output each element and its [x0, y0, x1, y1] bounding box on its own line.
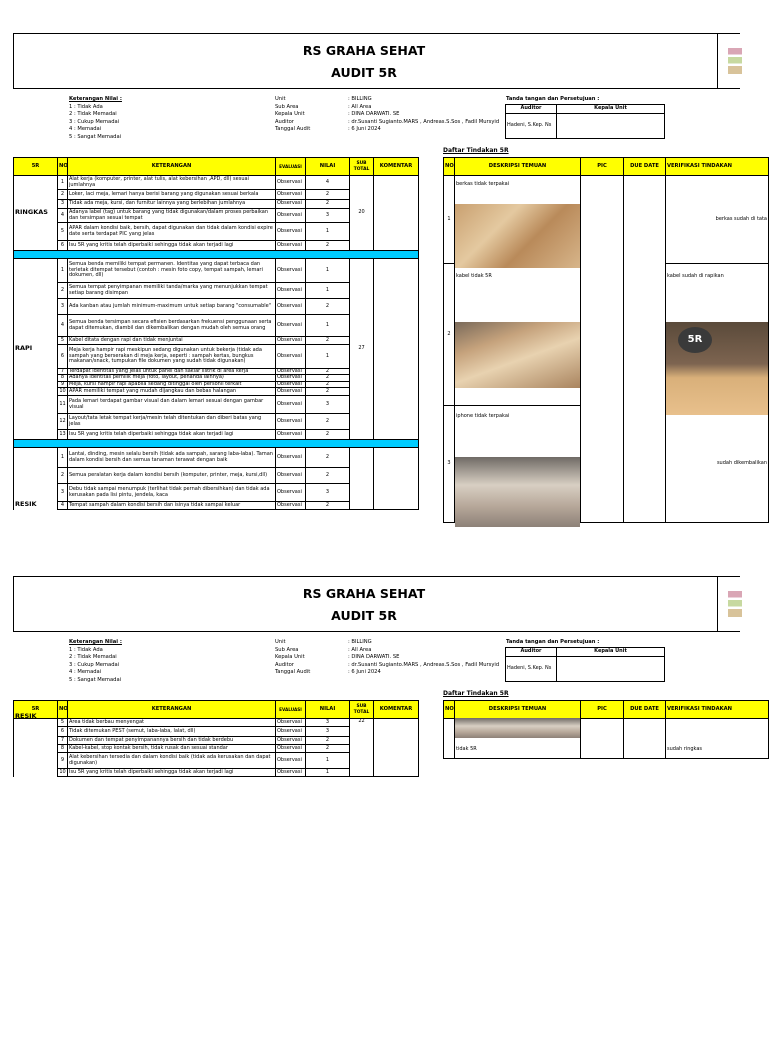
col-keterangan: KETERANGAN [68, 701, 276, 719]
row-eval: Observasi [276, 468, 306, 484]
report-header [13, 33, 740, 89]
sub-area-label: Sub Area [275, 646, 299, 653]
row-text: Isu 5R yang kritis telah diperbaiki sehingga tidak akan terjadi lagi [68, 769, 276, 777]
row-no: 2 [58, 468, 68, 484]
unit-values [348, 639, 499, 677]
row-nilai: 2 [306, 414, 350, 430]
row-nilai: 2 [306, 448, 350, 468]
subtotal-rapi: 27 [350, 259, 374, 440]
row-eval: Observasi [276, 369, 306, 375]
section-separator [14, 440, 419, 448]
tindakan-col-verifikasi: VERIFIKASI TINDAKAN [666, 701, 769, 719]
row-nilai: 3 [306, 719, 350, 727]
unit-value: : BILLING [348, 96, 372, 102]
finding-due [624, 176, 666, 523]
row-eval: Observasi [276, 223, 306, 241]
subtotal-resik: 22 [350, 719, 374, 777]
hospital-name: RS GRAHA SEHAT [302, 43, 426, 58]
finding-desc: berkas tidak terpakai [455, 176, 581, 264]
separator-cell [14, 251, 419, 259]
report-title: AUDIT 5R [331, 608, 397, 623]
tindakan-col-pic: PIC [581, 701, 624, 719]
row-text: Alat kerja (komputer, printer, alat tulis, alat kebersihan ,APD, dll) sesuai jumlahnya [68, 176, 276, 190]
row-nilai: 1 [306, 345, 350, 369]
row-nilai: 2 [306, 375, 350, 381]
auditor-col: Auditor [506, 648, 557, 657]
5r-badge: 5R [678, 327, 712, 353]
row-no: 13 [58, 430, 68, 440]
row-text: Layout/tata letak tempat kerja/mesin telah ditentukan dan diberi batas yang jelas [68, 414, 276, 430]
row-no: 7 [58, 369, 68, 375]
row-no: 10 [59, 768, 66, 775]
table-row [14, 719, 419, 727]
row-no: 4 [58, 502, 68, 510]
report-title: AUDIT 5R [331, 65, 397, 80]
tindakan-col-no: NO [444, 701, 455, 719]
row-nilai: 2 [306, 745, 350, 753]
approval-table [505, 647, 665, 682]
row-nilai: 3 [306, 484, 350, 502]
row-no: 11 [58, 396, 68, 414]
sub-area-value: : All Area [348, 103, 372, 110]
col-no: NO [58, 158, 68, 176]
kepala-unit-label: Kepala Unit [275, 111, 305, 118]
row-text: Isu 5R yang kritis telah diperbaiki sehingga tidak akan terjadi lagi [68, 241, 276, 251]
tindakan-col-deskripsi: DESKRIPSI TEMUAN [455, 701, 581, 719]
row-text: Tidak ditemukan PEST (semut, laba-laba, lalat, dll) [68, 727, 276, 737]
tanggal-audit-value: : 6 Juni 2024 [348, 126, 381, 133]
row-eval: Observasi [276, 337, 306, 345]
row-text: Semua benda memiliki tempat permanen. Identitas yang dapat terbaca dan terletak ditempat tersebut (contoh : mesin foto copy, tempat sampah, lemari dokumen, dll) [68, 259, 276, 283]
approval-heading [506, 96, 599, 104]
row-text: Ada kanban atau jumlah minimum-maximum untuk setiap barang "consumable" [68, 299, 276, 315]
row-no: 3 [58, 299, 68, 315]
row-no: 5 [58, 223, 68, 241]
legend-item: 1 : Tidak Ada [69, 103, 103, 110]
row-no: 7 [58, 737, 68, 745]
row-text: Kabel ditata dengan rapi dan tidak menjuntai [68, 337, 276, 345]
separator-cell [14, 440, 419, 448]
row-text: Semua benda tersimpan secara efisien berdasarkan frekuensi penggunaan serta dapat ditemukan, diambil dan dikembalikan dengan mudah oleh semua orang [68, 315, 276, 337]
category-rapi: RAPI [14, 259, 58, 440]
legend-item: 5 : Sangat Memadai [69, 676, 122, 683]
logo-cell [717, 34, 748, 89]
row-text: Tempat sampah dalam kondisi bersih dan isinya tidak sampai keluar [68, 502, 276, 510]
finding-photo-berkas [455, 204, 580, 268]
row-text: Dokumen dan tempat penyimpanannya bersih dan tidak berdebu [68, 737, 276, 745]
row-no: 4 [58, 315, 68, 337]
finding-desc: iphone tidak terpakai [455, 406, 581, 523]
category-resik [14, 448, 58, 510]
kepala-col: Kepala Unit [557, 648, 665, 657]
legend-item: 1 : Tidak Ada [69, 646, 103, 653]
komentar-ringkas [374, 176, 419, 251]
row-nilai: 2 [306, 200, 350, 209]
tanggal-audit-label: Tanggal Audit [275, 126, 311, 133]
unit-label: Unit [275, 639, 286, 645]
row-nilai: 3 [306, 396, 350, 414]
row-text: Debu tidak sampai menumpuk (terlihat tidak pernah dibersihkan) dan tidak ada kerusakan pada lisi pintu, jendela, kaca [68, 484, 276, 502]
row-no: 6 [58, 241, 68, 251]
tanggal-audit-value: : 6 Juni 2024 [348, 669, 381, 676]
row-no: 5 [58, 719, 68, 727]
col-komentar: KOMENTAR [374, 158, 419, 176]
finding-desc: kabel tidak 5R [455, 264, 581, 406]
legend-item: 2 : Tidak Memadai [69, 654, 117, 661]
row-eval: Observasi [276, 381, 306, 387]
row-nilai: 3 [306, 727, 350, 737]
auditor-label: Auditor [275, 661, 294, 668]
sub-area-label: Sub Area [275, 103, 299, 110]
row-nilai: 2 [306, 502, 350, 510]
row-no: 10 [59, 388, 66, 395]
row-nilai: 2 [306, 737, 350, 745]
row-eval: Observasi [276, 719, 306, 727]
row-no: 3 [58, 200, 68, 209]
row-text: Tidak ada meja, kursi, dan furnitur lainnya yang berlebihan jumlahnya [68, 200, 276, 209]
section-separator [14, 251, 419, 259]
row-text: Meja kerja hampir rapi meskipun sedang digunakan untuk bekerja (tidak ada sampah yang berserakan di meja kerja, seperti : sampah kertas, bungkus makanan/snack, tumpukan file dokumen yang sudah tidak digunakan) [68, 345, 276, 369]
approval-table [505, 104, 665, 139]
col-evaluasi: EVALUASI [276, 158, 306, 176]
row-nilai: 2 [306, 299, 350, 315]
row-no: 3 [58, 484, 68, 502]
row-nilai: 2 [306, 369, 350, 375]
col-subtotal: SUB TOTAL [350, 158, 374, 176]
col-5r: 5R [14, 701, 58, 719]
row-nilai: 2 [306, 337, 350, 345]
row-no: 2 [58, 283, 68, 299]
row-text: Pada lemari terdapat gambar visual dan dalam lemari sesuai dengan gambar visual [68, 396, 276, 414]
row-no: 8 [58, 375, 68, 381]
finding-no: 1 [444, 176, 455, 264]
finding-verif: sudah dikembalikan [666, 406, 769, 523]
row-nilai: 1 [306, 315, 350, 337]
row-eval: Observasi [276, 745, 306, 753]
row-eval: Observasi [276, 414, 306, 430]
legend [69, 639, 122, 685]
legend-heading: Keterangan Nilai : [69, 96, 122, 102]
row-text: APAR memiliki tempat yang mudah dijangkau dan bebas halangan [68, 388, 276, 396]
row-nilai: 2 [306, 468, 350, 484]
audit-page-1 [0, 33, 768, 513]
unit-labels [275, 96, 310, 134]
legend [69, 96, 122, 142]
row-text: Meja, kursi hampir rapi apabila sedang ditinggal oleh personil terkait [68, 381, 276, 387]
finding-pic [581, 176, 624, 523]
row-no: 4 [58, 209, 68, 223]
row-no: 5 [58, 337, 68, 345]
kepala-signature [557, 114, 665, 139]
finding-photo-kabel [455, 322, 580, 388]
tindakan-col-deskripsi: DESKRIPSI TEMUAN [455, 158, 581, 176]
auditor-label: Auditor [275, 118, 294, 125]
approval-heading [506, 639, 599, 647]
row-eval: Observasi [276, 430, 306, 440]
row-nilai: 2 [306, 430, 350, 440]
col-evaluasi: EVALUASI [276, 701, 306, 719]
auditor-value: : dr.Susanti Sugianto.MARS , Andreas.S.Sos , Fadil Mursyid [348, 118, 500, 125]
approval-heading-text: Tanda tangan dan Persetujuan : [506, 639, 600, 645]
unit-labels [275, 639, 310, 677]
finding-pic [581, 719, 624, 759]
finding-no: 3 [444, 406, 455, 523]
row-text: Terdapat identitas yang jelas untuk panel dan saklar listrik di area kerja [68, 369, 276, 375]
row-no: 9 [58, 381, 68, 387]
row-text: Loker, laci meja, lemari hanya berisi barang yang digunakan sesuai berkala [68, 190, 276, 200]
legend-item: 3 : Cukup Memadai [69, 118, 120, 125]
col-keterangan: KETERANGAN [68, 158, 276, 176]
kepala-unit-label: Kepala Unit [275, 654, 305, 661]
tindakan-col-verifikasi: VERIFIKASI TINDAKAN [666, 158, 769, 176]
row-eval: Observasi [276, 448, 306, 468]
hospital-name: RS GRAHA SEHAT [302, 586, 426, 601]
finding-no: 2 [444, 264, 455, 406]
row-no: 6 [58, 345, 68, 369]
row-eval: Observasi [276, 769, 306, 777]
col-nilai: NILAI [306, 158, 350, 176]
row-text: Adanya identitas pemilik meja (foto, layout, penanda lainnya) [68, 375, 276, 381]
row-eval: Observasi [276, 299, 306, 315]
kepala-col: Kepala Unit [557, 105, 665, 114]
legend-heading: Keterangan Nilai : [69, 639, 122, 645]
category-ringkas: RINGKAS [14, 176, 58, 251]
report-header [13, 576, 740, 632]
finding-verif: kabel sudah di rapikan [666, 264, 769, 406]
row-nilai: 2 [306, 190, 350, 200]
row-text: Semua peralatan kerja dalam kondisi bersih (komputer, printer, meja, kursi,dll) [68, 468, 276, 484]
approval-heading-text: Tanda tangan dan Persetujuan : [506, 96, 600, 102]
row-nilai: 1 [306, 223, 350, 241]
row-eval: Observasi [276, 484, 306, 502]
hospital-logo-icon [728, 591, 742, 617]
hospital-logo-icon [728, 48, 742, 74]
finding-desc: tidak 5R [455, 719, 581, 759]
sub-area-value: : All Area [348, 646, 372, 653]
row-eval: Observasi [276, 388, 306, 396]
subtotal-ringkas: 20 [350, 176, 374, 251]
category-resik [14, 712, 58, 777]
tindakan-col-pic: PIC [581, 158, 624, 176]
auditor-value: : dr.Susanti Sugianto.MARS , Andreas.S.Sos , Fadil Mursyid [348, 661, 500, 668]
col-nilai: NILAI [306, 701, 350, 719]
row-nilai: 2 [306, 241, 350, 251]
row-eval: Observasi [276, 176, 306, 190]
table-row [14, 448, 419, 468]
row-eval: Observasi [276, 727, 306, 737]
audit-page-2 [0, 576, 768, 1056]
komentar-resik [374, 448, 419, 510]
finding-verif: berkas sudah di tata [666, 176, 769, 264]
row-eval: Observasi [276, 241, 306, 251]
row-eval: Observasi [276, 502, 306, 510]
audit-table [13, 157, 419, 510]
tindakan-title: Daftar Tindakan 5R [443, 690, 509, 697]
komentar-resik [374, 719, 419, 777]
row-no: 8 [58, 745, 68, 753]
table-row [14, 176, 419, 190]
row-text: Area tidak berbau menyengat [68, 719, 276, 727]
kepala-unit-value: : DINA DARWATI. SE [348, 111, 400, 118]
row-text: Isu 5R yang kritis telah diperbaiki sehingga tidak akan terjadi lagi [68, 430, 276, 440]
legend-item: 4 : Memadai [69, 669, 102, 676]
row-eval: Observasi [276, 375, 306, 381]
tanggal-audit-label: Tanggal Audit [275, 669, 311, 676]
col-5r: 5R [14, 158, 58, 176]
row-nilai: 1 [306, 259, 350, 283]
tindakan-col-no: NO [444, 158, 455, 176]
row-eval: Observasi [276, 737, 306, 745]
row-no: 6 [58, 727, 68, 737]
row-eval: Observasi [276, 345, 306, 369]
row-no: 1 [58, 176, 68, 190]
row-eval: Observasi [276, 209, 306, 223]
tindakan-col-due: DUE DATE [624, 158, 666, 176]
auditor-col: Auditor [506, 105, 557, 114]
audit-table [13, 700, 419, 777]
category-resik-label: RESIK [15, 500, 37, 509]
kepala-signature [557, 657, 665, 682]
auditor-signature: Hadeni, S.Kep. Ns [506, 114, 557, 139]
row-nilai: 3 [306, 209, 350, 223]
logo-cell [717, 577, 748, 632]
row-eval: Observasi [276, 753, 306, 769]
row-nilai: 4 [306, 176, 350, 190]
verification-photo-kabel [666, 322, 768, 415]
unit-value: : BILLING [348, 639, 372, 645]
col-subtotal: SUB TOTAL [350, 701, 374, 719]
table-row [14, 259, 419, 283]
legend-item: 3 : Cukup Memadai [69, 661, 120, 668]
unit-values [348, 96, 499, 134]
col-komentar: KOMENTAR [374, 701, 419, 719]
finding-verif: sudah ringkas [666, 719, 769, 759]
auditor-signature: Hadeni, S.Kep. Ns [506, 657, 557, 682]
row-text: Semua tempat penyimpanan memiliki tanda/marka yang menunjukkan tempat setiap barang disimpan [68, 283, 276, 299]
row-eval: Observasi [276, 200, 306, 209]
row-text: APAR dalam kondisi baik, bersih, dapat digunakan dan tidak dalam kondisi expire date serta terdapat PIC yang jelas [68, 223, 276, 241]
subtotal-resik [350, 448, 374, 510]
row-eval: Observasi [276, 396, 306, 414]
row-no: 1 [58, 259, 68, 283]
row-eval: Observasi [276, 283, 306, 299]
row-text: Lantai, dinding, mesin selalu bersih (tidak ada sampah, sarang laba-laba). Taman dalam kondisi bersih dan semua tanaman terawat dengan baik [68, 448, 276, 468]
finding-photo-iphone [455, 457, 580, 527]
category-resik-label: RESIK [15, 712, 37, 720]
row-text: Kabel-kabel, stop kontak bersih, tidak rusak dan sesuai standar [68, 745, 276, 753]
tindakan-title: Daftar Tindakan 5R [443, 147, 509, 154]
row-no: 1 [58, 448, 68, 468]
legend-item: 4 : Memadai [69, 126, 102, 133]
row-no: 12 [58, 414, 68, 430]
row-eval: Observasi [276, 190, 306, 200]
row-text: Adanya label (tag) untuk barang yang tidak digunakan/dalam proses perbaikan dan tersimpan sesuai tempat [68, 209, 276, 223]
row-no: 9 [58, 753, 68, 769]
row-eval: Observasi [276, 315, 306, 337]
row-nilai: 2 [306, 388, 350, 396]
tindakan-col-due: DUE DATE [624, 701, 666, 719]
col-no: NO [58, 701, 68, 719]
unit-label: Unit [275, 96, 286, 102]
row-nilai: 2 [306, 381, 350, 387]
finding-no [444, 719, 455, 759]
row-eval: Observasi [276, 259, 306, 283]
finding-photo-tidak-5r [455, 718, 580, 738]
row-nilai: 1 [306, 283, 350, 299]
finding-due [624, 719, 666, 759]
komentar-rapi [374, 259, 419, 440]
legend-item: 2 : Tidak Memadai [69, 111, 117, 118]
row-no: 2 [58, 190, 68, 200]
legend-item: 5 : Sangat Memadai [69, 133, 122, 140]
row-nilai: 1 [306, 753, 350, 769]
row-nilai: 1 [306, 769, 350, 777]
kepala-unit-value: : DINA DARWATI. SE [348, 654, 400, 661]
row-text: Alat kebersihan tersedia dan dalam kondisi baik (tidak ada kerusakan dan dapat digunakan) [68, 753, 276, 769]
